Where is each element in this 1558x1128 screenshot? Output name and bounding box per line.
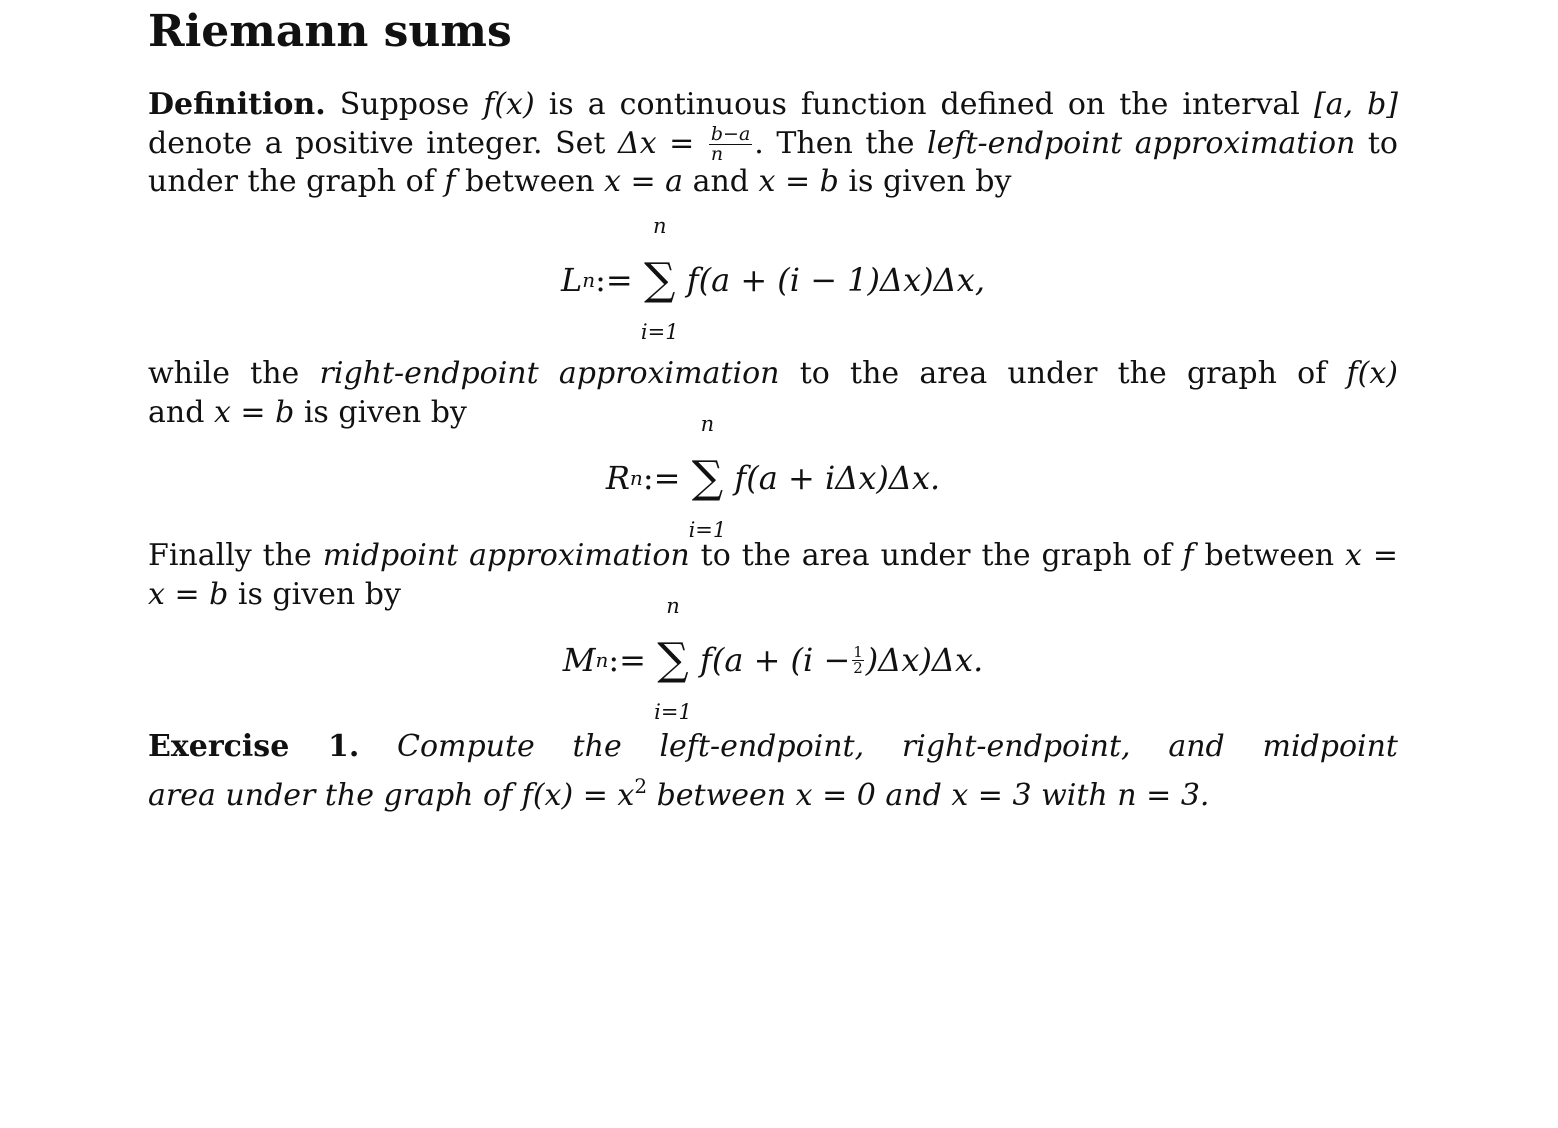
exercise-label: Exercise 1. [148,729,360,764]
page-title: Riemann sums [148,6,512,57]
summation-symbol: n ∑ i=1 [654,594,692,724]
mid-line-1: Finally the midpoint approximation to the area under the graph of f between x = [148,538,1398,573]
summation-symbol: n ∑ i=1 [640,214,679,344]
midpoint-paragraph [148,537,1398,614]
right-line-1: while the right-endpoint approximation to the area under the graph of f(x) [148,356,1398,391]
exercise-paragraph [148,728,1398,813]
half-fraction: $\frac{1}{2}$ [853,642,863,677]
right-line-2: and x = b is given by [148,394,467,430]
definition-line-3: under the graph of f between x = a and x = b is given by [148,164,1012,199]
exercise-line-2: area under the graph of $f(x) = x^2$ between x = 0 and x = 3 with n = 3. [148,773,1210,813]
left-endpoint-equation: L n := n ∑ i=1 f(a + (i − 1)Δx)Δx, [561,214,985,344]
delta-x-fraction: $\frac{b-a}{n}$ [710,124,751,163]
midpoint-equation: M n := n ∑ i=1 f(a + (i − $\frac{1}{2}$ )Δx)Δx. [562,594,984,724]
exercise-line-1: Exercise 1. Compute the left-endpoint, right-endpoint, and midpoint [148,729,1398,764]
definition-line-1: Definition. Suppose f(x) is a continuous function defined on the interval [a, b] [148,87,1398,122]
right-endpoint-equation: R n := n ∑ i=1 f(a + iΔx)Δx. [605,412,941,542]
definition-paragraph [148,86,1398,202]
right-endpoint-paragraph [148,355,1398,432]
definition-line-2: denote a positive integer. Set Δx = $\frac{b-a}{n}$ . Then the left-endpoint approximation to [148,124,1398,163]
mid-line-2: x = b is given by [148,576,401,612]
summation-symbol: n ∑ i=1 [688,412,727,542]
definition-label: Definition. [148,87,326,122]
